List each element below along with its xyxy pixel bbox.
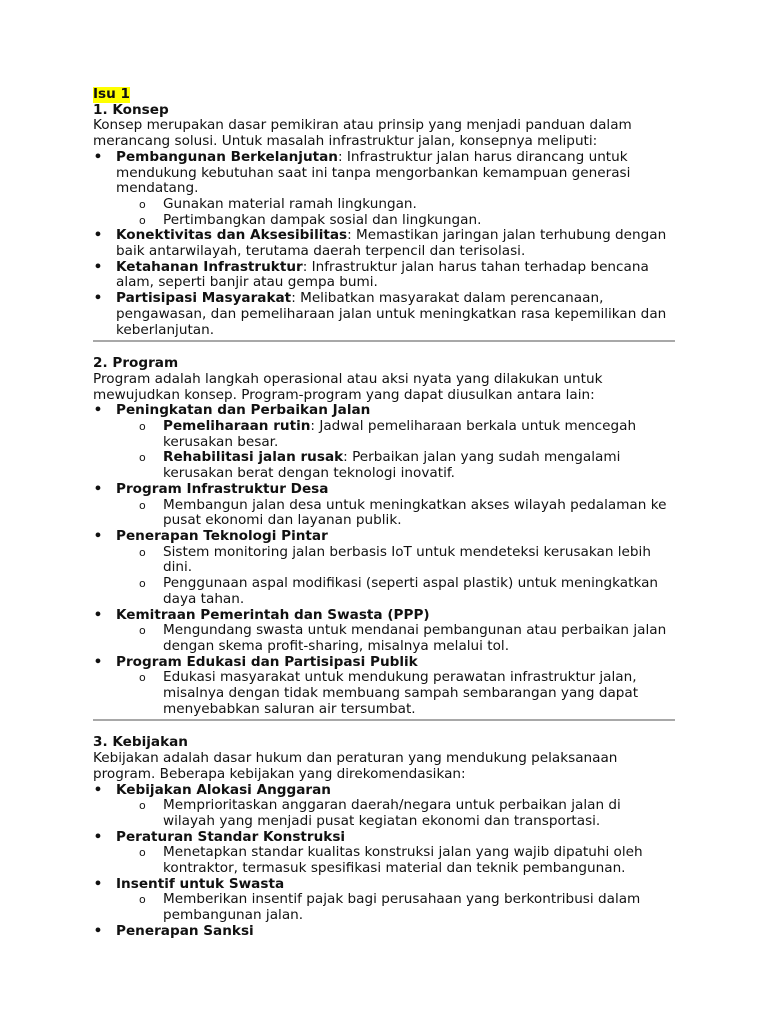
- bullet-icon: •: [93, 148, 103, 165]
- bullet-icon: •: [93, 527, 103, 544]
- sub-list-item: [93, 419, 675, 450]
- sub-list: [93, 545, 675, 608]
- sub-item-description: Sistem monitoring jalan berbasis IoT untuk mendeteksi kerusakan lebih dini.: [163, 543, 651, 576]
- section-heading: 1. Konsep: [93, 101, 169, 118]
- sub-list-item: [93, 845, 675, 876]
- sub-item-description: Edukasi masyarakat untuk mendukung perawatan infrastruktur jalan, misalnya dengan tidak membuang sampah sembarangan yang dapat menyebabkan saluran air tersumbat.: [163, 669, 639, 717]
- sub-list-item: [93, 892, 675, 923]
- item-term: Insentif untuk Swasta: [116, 875, 285, 892]
- section-divider: [93, 340, 675, 342]
- item-term: Kebijakan Alokasi Anggaran: [116, 781, 331, 798]
- sub-list: [93, 623, 675, 654]
- sub-list-item: [93, 576, 675, 607]
- sub-list-item: [93, 197, 675, 213]
- sub-list: [93, 892, 675, 923]
- item-description: : Infrastruktur jalan harus tahan terhadap bencana alam, seperti banjir atau gempa bumi.: [116, 258, 649, 291]
- sub-item-description: : Jadwal pemeliharaan berkala untuk mencegah kerusakan besar.: [163, 418, 637, 450]
- item-term: Peningkatan dan Perbaikan Jalan: [116, 402, 371, 419]
- list-item: [93, 403, 675, 482]
- item-term: Penerapan Sanksi: [116, 922, 254, 939]
- sub-item-description: Pertimbangkan dampak sosial dan lingkungan.: [163, 211, 482, 228]
- section: [93, 735, 675, 939]
- circle-bullet-icon: o: [139, 451, 146, 465]
- section-heading: 2. Program: [93, 355, 179, 372]
- bullet-icon: •: [93, 828, 103, 845]
- circle-bullet-icon: o: [139, 624, 146, 638]
- sub-list: [93, 845, 675, 876]
- item-term: Peraturan Standar Konstruksi: [116, 828, 346, 845]
- list-item: [93, 924, 675, 940]
- circle-bullet-icon: o: [139, 498, 146, 512]
- bullet-list: [93, 403, 675, 717]
- document-body: [93, 87, 675, 940]
- item-description: : Melibatkan masyarakat dalam perencanaan, pengawasan, dan pemeliharaan jalan untuk meningkatkan rasa kepemilikan dan keberlanjutan.: [116, 290, 667, 338]
- sub-list: [93, 498, 675, 529]
- list-item: [93, 260, 675, 291]
- sub-list: [93, 798, 675, 829]
- sub-item-description: Menetapkan standar kualitas konstruksi jalan yang wajib dipatuhi oleh kontraktor, termasuk spesifikasi material dan teknik pembangunan.: [163, 844, 643, 877]
- list-item: [93, 608, 675, 655]
- sub-list-item: [93, 498, 675, 529]
- sub-list-item: [93, 450, 675, 481]
- item-description: : Infrastruktur jalan harus dirancang untuk mendukung kebutuhan saat ini tanpa mengorbankan kemampuan generasi mendatang.: [116, 148, 631, 197]
- bullet-icon: •: [93, 402, 103, 419]
- circle-bullet-icon: o: [139, 846, 146, 860]
- section-heading: 3. Kebijakan: [93, 734, 188, 751]
- bullet-icon: •: [93, 875, 103, 892]
- sub-list-item: [93, 798, 675, 829]
- list-item: [93, 655, 675, 718]
- circle-bullet-icon: o: [139, 545, 146, 559]
- sub-item-description: Memprioritaskan anggaran daerah/negara untuk perbaikan jalan di wilayah yang menjadi pusat kegiatan ekonomi dan transportasi.: [163, 797, 621, 829]
- bullet-list: [93, 783, 675, 940]
- bullet-icon: •: [93, 781, 103, 798]
- item-term: Program Edukasi dan Partisipasi Publik: [116, 653, 418, 670]
- item-term: Penerapan Teknologi Pintar: [116, 527, 328, 544]
- issue-label: Isu 1: [93, 86, 131, 102]
- sub-list: [93, 670, 675, 717]
- section: [93, 356, 675, 721]
- sub-item-description: Mengundang swasta untuk mendanai pembangunan atau perbaikan jalan dengan skema profit-sharing, misalnya melalui tol.: [163, 622, 667, 654]
- circle-bullet-icon: o: [139, 799, 146, 813]
- sub-item-description: Membangun jalan desa untuk meningkatkan akses wilayah pedalaman ke pusat ekonomi dan layanan publik.: [163, 496, 667, 529]
- list-item: [93, 150, 675, 229]
- sub-item-term: Rehabilitasi jalan rusak: [163, 449, 344, 466]
- section-intro: Kebijakan adalah dasar hukum dan peraturan yang mendukung pelaksanaan program. Beberapa kebijakan yang direkomendasikan:: [93, 750, 618, 782]
- bullet-icon: •: [93, 290, 103, 307]
- item-term: Partisipasi Masyarakat: [116, 290, 292, 307]
- circle-bullet-icon: o: [139, 197, 146, 211]
- bullet-icon: •: [93, 922, 103, 939]
- circle-bullet-icon: o: [139, 893, 146, 907]
- list-item: [93, 291, 675, 338]
- sub-list-item: [93, 670, 675, 717]
- bullet-icon: •: [93, 606, 103, 623]
- bullet-icon: •: [93, 480, 103, 497]
- list-item: [93, 830, 675, 877]
- item-term: Program Infrastruktur Desa: [116, 480, 329, 497]
- list-item: [93, 529, 675, 608]
- item-description: : Memastikan jaringan jalan terhubung dengan baik antarwilayah, terutama daerah terpencil dan terisolasi.: [116, 227, 667, 260]
- section-intro: Konsep merupakan dasar pemikiran atau prinsip yang menjadi panduan dalam merancang solusi. Untuk masalah infrastruktur jalan, konsepnya meliputi:: [93, 117, 632, 150]
- list-item: [93, 877, 675, 924]
- list-item: [93, 228, 675, 259]
- bullet-list: [93, 150, 675, 338]
- bullet-icon: •: [93, 258, 103, 275]
- section-divider: [93, 719, 675, 721]
- list-item: [93, 783, 675, 830]
- sub-list-item: [93, 545, 675, 576]
- section-intro: Program adalah langkah operasional atau aksi nyata yang dilakukan untuk mewujudkan konsep. Program-program yang dapat diusulkan antara lain:: [93, 370, 603, 403]
- sub-list: [93, 197, 675, 228]
- item-term: Konektivitas dan Aksesibilitas: [116, 227, 348, 244]
- sub-item-description: Gunakan material ramah lingkungan.: [163, 195, 417, 212]
- bullet-icon: •: [93, 653, 103, 670]
- circle-bullet-icon: o: [139, 671, 146, 685]
- sub-item-description: : Perbaikan jalan yang sudah mengalami kerusakan berat dengan teknologi inovatif.: [163, 449, 621, 482]
- sub-list: [93, 419, 675, 482]
- circle-bullet-icon: o: [139, 420, 146, 434]
- item-term: Kemitraan Pemerintah dan Swasta (PPP): [116, 606, 430, 623]
- sub-item-description: Penggunaan aspal modifikasi (seperti aspal plastik) untuk meningkatkan daya tahan.: [163, 575, 659, 607]
- sections-container: [93, 103, 675, 940]
- list-item: [93, 482, 675, 529]
- sub-item-term: Pemeliharaan rutin: [163, 418, 311, 435]
- item-term: Ketahanan Infrastruktur: [116, 258, 303, 275]
- bullet-icon: •: [93, 227, 103, 244]
- item-term: Pembangunan Berkelanjutan: [116, 148, 338, 165]
- sub-list-item: [93, 213, 675, 229]
- sub-item-description: Memberikan insentif pajak bagi perusahaan yang berkontribusi dalam pembangunan jalan.: [163, 891, 641, 924]
- sub-list-item: [93, 623, 675, 654]
- circle-bullet-icon: o: [139, 577, 146, 591]
- section: [93, 103, 675, 343]
- circle-bullet-icon: o: [139, 213, 146, 227]
